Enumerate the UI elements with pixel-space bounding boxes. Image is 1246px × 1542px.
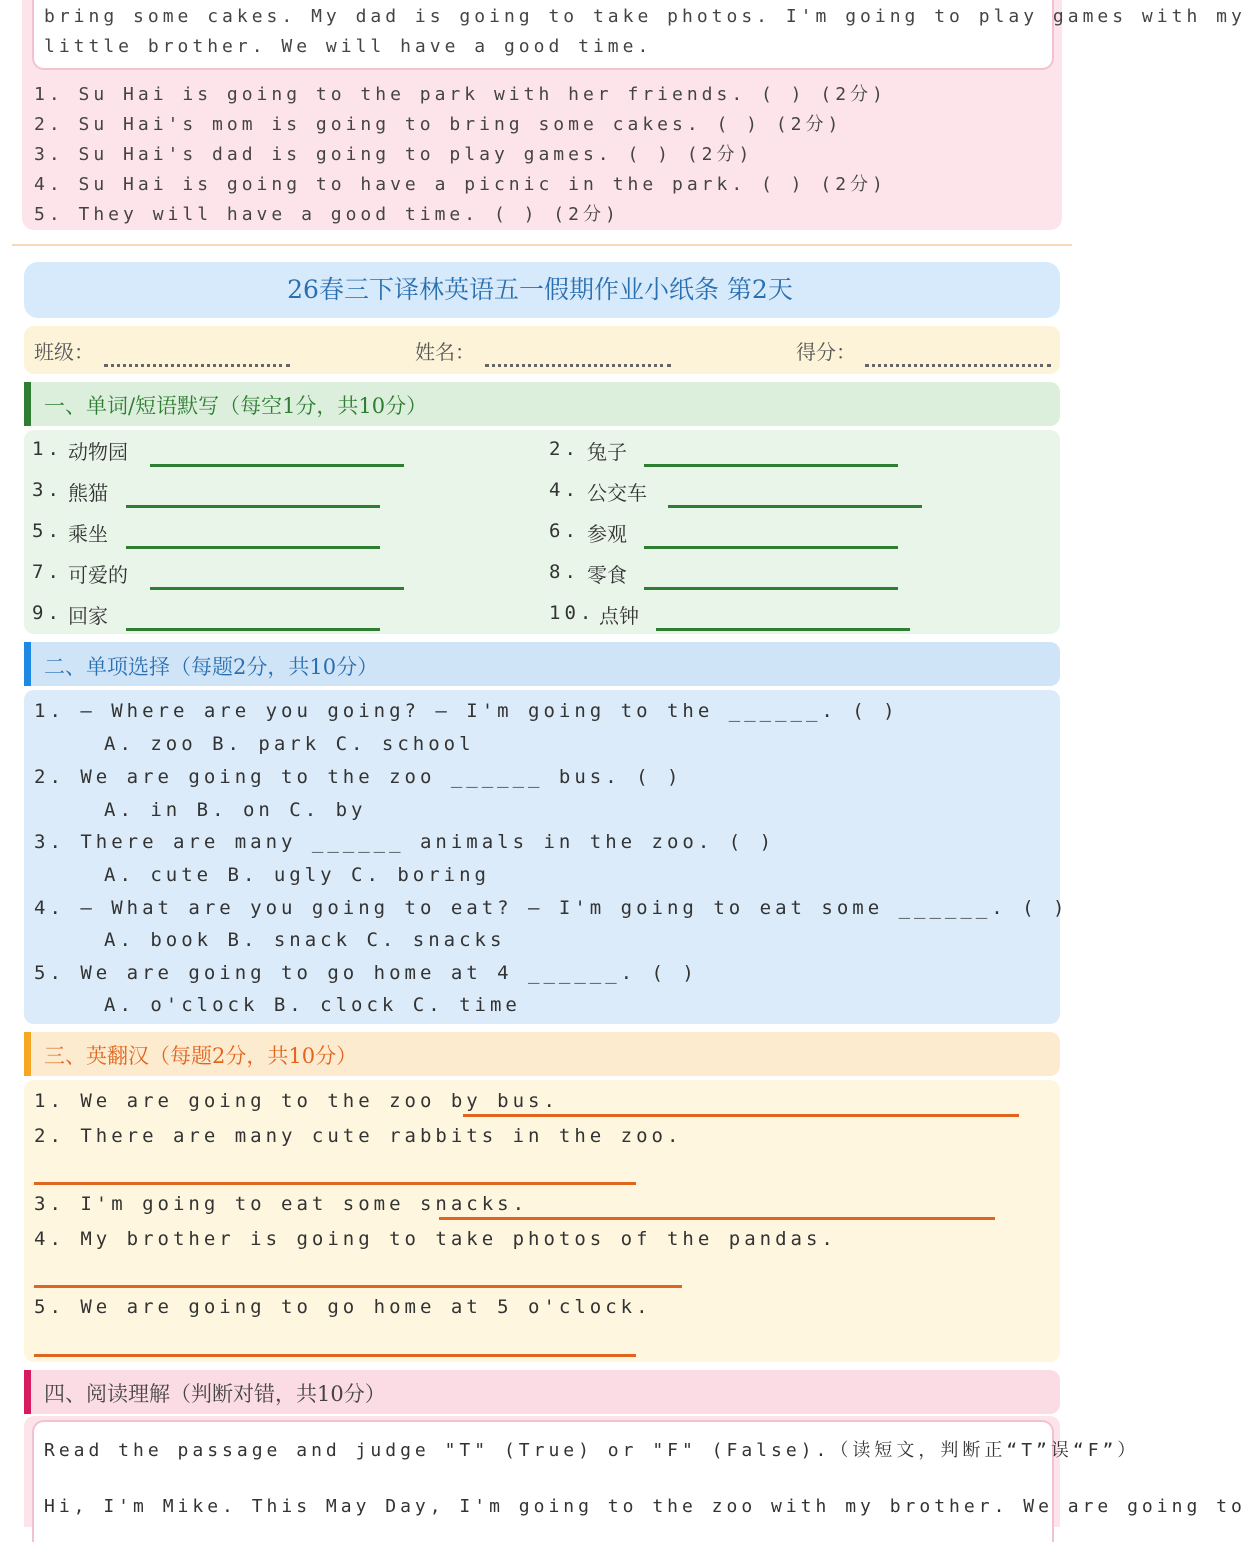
choice-question: 3. There are many ______ animals in the zoo. ( ) [34, 831, 776, 853]
word-prompt: 点钟 [599, 604, 639, 628]
answer-line[interactable] [34, 1354, 636, 1357]
word-num: 3. [32, 479, 63, 501]
answer-line[interactable] [644, 546, 898, 549]
word-num: 7. [32, 561, 63, 583]
passage-line: bring some cakes. My dad is going to take photos. I'm going to play games with my [44, 6, 1246, 27]
word-num: 10. [549, 602, 596, 624]
translate-sentence: 3. I'm going to eat some snacks. [34, 1193, 529, 1215]
answer-line[interactable] [656, 628, 910, 631]
choice-question: 4. — What are you going to eat? — I'm going to eat some ______. ( ) [34, 897, 1069, 919]
divider [12, 244, 1072, 246]
word-num: 8. [549, 561, 580, 583]
choice-options: A. in B. on C. by [104, 799, 367, 821]
word-num: 9. [32, 602, 63, 624]
word-num: 6. [549, 520, 580, 542]
answer-line[interactable] [34, 1285, 682, 1288]
word-prompt: 乘坐 [68, 522, 108, 546]
judge-question: 1. Su Hai is going to the park with her friends. ( ) (2分) [34, 84, 887, 105]
word-prompt: 公交车 [587, 481, 647, 505]
judge-question: 4. Su Hai is going to have a picnic in the park. ( ) (2分) [34, 174, 887, 195]
class-field[interactable] [104, 364, 290, 367]
choice-options: A. cute B. ugly C. boring [104, 864, 490, 886]
section3-body [24, 1080, 1060, 1362]
word-num: 5. [32, 520, 63, 542]
word-prompt: 熊猫 [68, 481, 108, 505]
answer-line[interactable] [150, 464, 404, 467]
choice-question: 2. We are going to the zoo ______ bus. ( ) [34, 766, 683, 788]
word-prompt: 零食 [587, 563, 627, 587]
reading-instruction: Read the passage and judge "T" (True) or "F" (False).（读短文，判断正“T”误“F”） [44, 1440, 1140, 1461]
word-prompt: 兔子 [587, 440, 627, 464]
section1-title: 一、单词/短语默写（每空1分，共10分） [44, 394, 428, 418]
choice-options: A. book B. snack C. snacks [104, 929, 506, 951]
choice-options: A. o'clock B. clock C. time [104, 994, 521, 1016]
reading-passage: Hi, I'm Mike. This May Day, I'm going to the zoo with my brother. We are going to [44, 1496, 1246, 1517]
name-field[interactable] [485, 364, 671, 367]
section3-title: 三、英翻汉（每题2分，共10分） [44, 1044, 358, 1068]
judge-question: 2. Su Hai's mom is going to bring some cakes. ( ) (2分) [34, 114, 843, 135]
score-field[interactable] [865, 364, 1051, 367]
word-num: 2. [549, 438, 580, 460]
answer-line[interactable] [439, 1217, 995, 1220]
passage-line: little brother. We will have a good time. [44, 36, 653, 57]
translate-sentence: 5. We are going to go home at 5 o'clock. [34, 1296, 652, 1318]
word-prompt: 回家 [68, 604, 108, 628]
answer-line[interactable] [126, 546, 380, 549]
section-bar [24, 382, 31, 426]
section-bar [24, 1032, 31, 1076]
word-num: 4. [549, 479, 580, 501]
judge-question: 5. They will have a good time. ( ) (2分) [34, 204, 620, 225]
word-num: 1. [32, 438, 63, 460]
word-prompt: 可爱的 [68, 563, 128, 587]
choice-question: 5. We are going to go home at 4 ______. ( ) [34, 962, 698, 984]
translate-sentence: 4. My brother is going to take photos of the pandas. [34, 1228, 837, 1250]
section2-title: 二、单项选择（每题2分，共10分） [44, 655, 379, 679]
score-label: 得分： [796, 340, 856, 364]
translate-sentence: 1. We are going to the zoo by bus. [34, 1090, 559, 1112]
page-title: 26春三下译林英语五一假期作业小纸条 第2天 [287, 275, 793, 304]
answer-line[interactable] [126, 628, 380, 631]
answer-line[interactable] [34, 1182, 636, 1185]
answer-line[interactable] [126, 505, 380, 508]
answer-line[interactable] [644, 464, 898, 467]
judge-question: 3. Su Hai's dad is going to play games. ( ) (2分) [34, 144, 754, 165]
section-bar [24, 642, 31, 686]
class-label: 班级： [34, 340, 94, 364]
translate-sentence: 2. There are many cute rabbits in the zoo. [34, 1125, 683, 1147]
choice-options: A. zoo B. park C. school [104, 733, 475, 755]
answer-line[interactable] [644, 587, 898, 590]
name-label: 姓名： [415, 340, 475, 364]
word-prompt: 动物园 [68, 440, 128, 464]
section4-title: 四、阅读理解（判断对错，共10分） [44, 1382, 386, 1406]
choice-question: 1. — Where are you going? — I'm going to the ______. ( ) [34, 700, 899, 722]
answer-line[interactable] [150, 587, 404, 590]
answer-line[interactable] [668, 505, 922, 508]
word-prompt: 参观 [587, 522, 627, 546]
section-bar [24, 1370, 31, 1414]
section1-body [24, 430, 1060, 634]
answer-line[interactable] [463, 1114, 1019, 1117]
